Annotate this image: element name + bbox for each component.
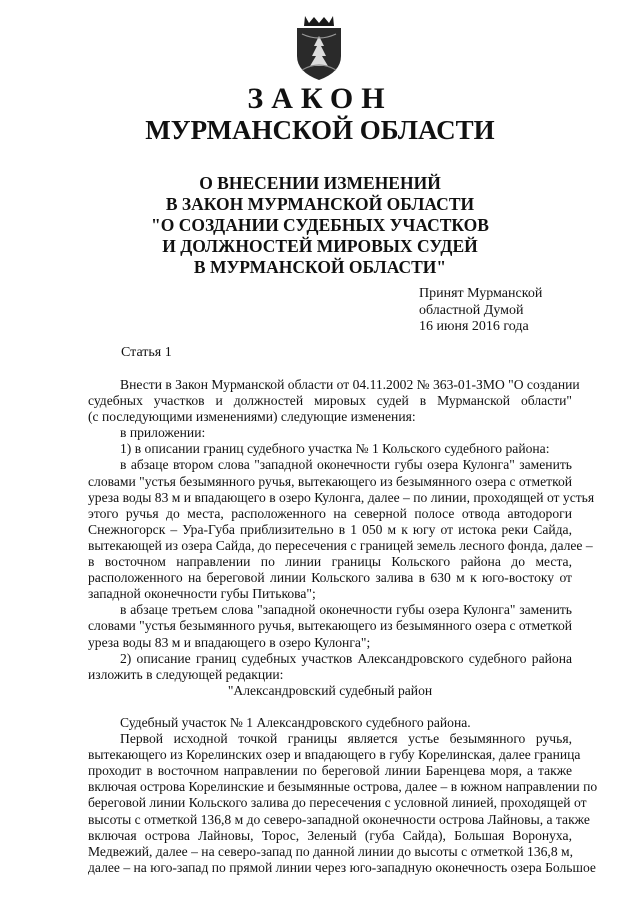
body-line: далее – на юго-запад по прямой линии через юго-западную оконечность озера Большое — [88, 859, 596, 875]
body-line: словами "устья безымянного ручья, вытекающего из безымянного озера с отметкой — [88, 473, 573, 489]
body-line: проходит в восточном направлении по береговой линии Баренцева моря, а также — [88, 763, 572, 779]
body-line: расположенного на береговой линии Кольского залива в 630 м к юго-востоку от — [88, 570, 572, 586]
adoption-note — [419, 286, 542, 336]
adoption-line: Принят Мурманской — [419, 286, 543, 301]
law-body — [88, 377, 598, 876]
adoption-date: 16 июня 2016 года — [419, 319, 529, 334]
body-line: береговой линии Кольского залива до пересечения с условной линией, проходящей от — [88, 795, 587, 811]
body-line: уреза воды 83 м и впадающего в озеро Кулонга"; — [88, 634, 371, 650]
body-line: Медвежий, далее – на северо-запад по данной линии до высоты с отметкой 136,8 м, — [88, 843, 574, 859]
body-line: включая острова Лайновы, Торос, Зеленый (губа Сайда), Большая Воронуха, — [88, 827, 572, 843]
adoption-line: областной Думой — [419, 302, 524, 318]
law-title: ЗАКОН — [247, 82, 393, 115]
body-line: Внести в Закон Мурманской области от 04.11.2002 № 363-01-ЗМО "О создании — [120, 377, 580, 392]
body-line: (с последующими изменениями) следующие изменения: — [88, 409, 416, 425]
body-line: судебных участков и должностей мировых судей в Мурманской области" — [88, 393, 572, 409]
body-line: в приложении: — [120, 425, 206, 441]
body-line: в абзаце втором слова "западной оконечности губы озера Кулонга" заменить — [120, 457, 572, 473]
body-line: изложить в следующей редакции: — [88, 666, 284, 682]
body-line: западной оконечности губы Питькова"; — [88, 586, 316, 602]
law-subject — [0, 173, 640, 278]
article-heading: Статья 1 — [121, 345, 172, 360]
body-line: вытекающей из озера Сайда, до пересечения с границей земель лесного фонда, далее – — [88, 537, 593, 553]
body-line: уреза воды 83 м и впадающего в озеро Кулонга, далее – по линии, проходящей от устья — [88, 489, 595, 505]
body-line: в восточном направлении по линии границы Кольского района до места, — [88, 554, 572, 570]
body-line: в абзаце третьем слова "западной оконечности губы озера Кулонга" заменить — [120, 602, 572, 618]
body-line: вытекающего из Корелинских озер и впадающего в губу Корелинская, далее граница — [88, 747, 581, 763]
body-line: словами "устья безымянного ручья, вытекающего из безымянного озера с отметкой — [88, 618, 573, 634]
subject-line: И ДОЛЖНОСТЕЙ МИРОВЫХ СУДЕЙ — [162, 236, 478, 256]
body-line: включая острова Корелинские и безымянные острова, далее – в южном направлении по — [88, 779, 598, 795]
subject-line: В МУРМАНСКОЙ ОБЛАСТИ" — [193, 257, 447, 277]
body-line: Снежногорск – Ура-Губа приблизительно в 1 050 м к югу от истока реки Сайда, — [88, 521, 572, 537]
blank-line — [88, 699, 572, 715]
body-line: этого ручья до места, расположенного на северной полосе отвода автодороги — [88, 505, 572, 521]
body-line: "Александровский судебный район — [227, 682, 433, 698]
region-title: МУРМАНСКОЙ ОБЛАСТИ — [145, 115, 495, 145]
subject-line: О ВНЕСЕНИИ ИЗМЕНЕНИЙ — [199, 173, 441, 193]
body-line: Первой исходной точкой границы является устье безымянного ручья, — [120, 731, 572, 747]
subject-line: "О СОЗДАНИИ СУДЕБНЫХ УЧАСТКОВ — [151, 215, 489, 235]
subject-line: В ЗАКОН МУРМАНСКОЙ ОБЛАСТИ — [165, 194, 475, 214]
body-line: Судебный участок № 1 Александровского судебного района. — [120, 714, 471, 730]
body-line: 2) описание границ судебных участков Александровского судебного района — [120, 650, 572, 666]
coat-of-arms-icon — [288, 12, 350, 82]
body-line: высоты с отметкой 136,8 м до северо-западной оконечности острова Лайновы, а также — [88, 811, 590, 827]
body-line: 1) в описании границ судебного участка № 1 Кольского судебного района: — [120, 441, 550, 457]
